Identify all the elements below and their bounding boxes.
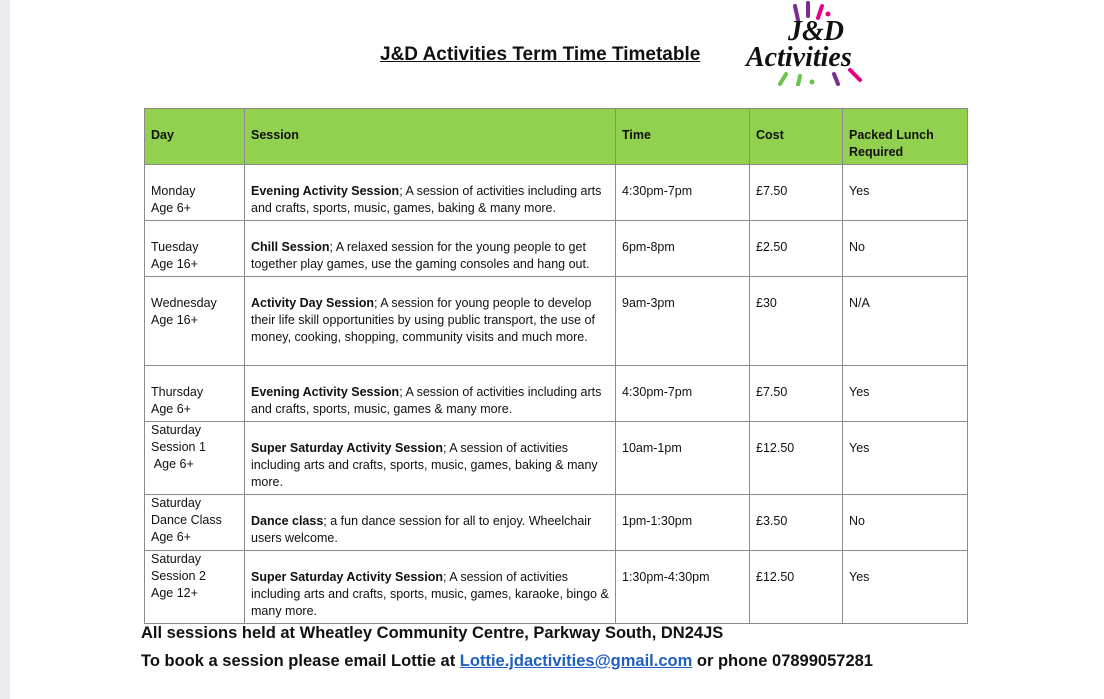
cell-time: 10am-1pm — [616, 422, 750, 495]
table-row — [145, 422, 968, 495]
session-description: ; A relaxed session for the young people to get together play games, use the gaming consoles and hang out. — [251, 240, 590, 271]
day-line: Wednesday — [151, 296, 217, 310]
day-line: Age 6+ — [151, 201, 191, 215]
booking-email-link[interactable]: Lottie.jdactivities@gmail.com — [459, 652, 693, 670]
day-line: Monday — [151, 184, 196, 198]
page-title: J&D Activities Term Time Timetable — [380, 44, 701, 65]
session-name: Super Saturday Activity Session — [251, 570, 443, 584]
col-header-lunch: Packed Lunch Required — [843, 109, 968, 165]
footer-booking-prefix: To book a session please email Lottie at — [141, 652, 460, 670]
day-line: Age 6+ — [151, 530, 191, 544]
cell-cost: £12.50 — [750, 422, 843, 495]
day-line: Age 16+ — [151, 313, 198, 327]
session-name: Evening Activity Session — [251, 184, 400, 198]
session-description: ; A session of activities including arts and crafts, sports, music, games, baking & many more. — [251, 184, 602, 215]
footer-location: All sessions held at Wheatley Community Centre, Parkway South, DN24JS — [141, 624, 724, 642]
col-header-cost: Cost — [750, 109, 843, 165]
day-line: Saturday — [151, 423, 202, 437]
jd-activities-logo — [738, 0, 888, 86]
cell-day — [145, 165, 245, 221]
day-line: Thursday — [151, 385, 204, 399]
session-name: Super Saturday Activity Session — [251, 441, 443, 455]
logo-text-bottom: Activities — [746, 42, 852, 73]
cell-lunch: Yes — [843, 165, 968, 221]
col-header-time: Time — [616, 109, 750, 165]
day-line: Age 6+ — [151, 457, 194, 471]
session-name: Chill Session — [251, 240, 330, 254]
cell-lunch: No — [843, 221, 968, 277]
day-line: Saturday — [151, 552, 202, 566]
cell-day — [145, 422, 245, 495]
cell-cost: £7.50 — [750, 366, 843, 422]
cell-lunch: Yes — [843, 422, 968, 495]
cell-cost: £3.50 — [750, 495, 843, 551]
cell-lunch: Yes — [843, 366, 968, 422]
cell-lunch: N/A — [843, 277, 968, 366]
cell-day — [145, 551, 245, 624]
table-row — [145, 366, 968, 422]
footer-booking — [141, 652, 873, 671]
table-row — [145, 495, 968, 551]
cell-day — [145, 495, 245, 551]
cell-time: 4:30pm-7pm — [616, 165, 750, 221]
table-row — [145, 221, 968, 277]
cell-day — [145, 221, 245, 277]
day-line: Dance Class — [151, 513, 222, 527]
col-header-session: Session — [245, 109, 616, 165]
cell-session — [245, 165, 616, 221]
table-row — [145, 551, 968, 624]
logo-text-top: J&D — [788, 16, 844, 47]
day-line: Age 16+ — [151, 257, 198, 271]
footer-booking-suffix: or phone 07899057281 — [692, 652, 873, 670]
cell-session — [245, 221, 616, 277]
cell-cost: £7.50 — [750, 165, 843, 221]
cell-session — [245, 495, 616, 551]
session-name: Dance class — [251, 514, 324, 528]
cell-session — [245, 277, 616, 366]
session-description: ; A session for young people to develop their life skill opportunities by using public transport, the use of money, cooking, shopping, community visits and much more. — [251, 296, 595, 344]
table-row — [145, 165, 968, 221]
cell-day — [145, 277, 245, 366]
session-description: ; a fun dance session for all to enjoy. Wheelchair users welcome. — [251, 514, 592, 545]
table-body — [145, 165, 968, 624]
timetable-page — [10, 0, 1104, 699]
cell-session — [245, 422, 616, 495]
table-row — [145, 277, 968, 366]
cell-time: 6pm-8pm — [616, 221, 750, 277]
day-line: Age 12+ — [151, 586, 198, 600]
cell-session — [245, 366, 616, 422]
day-line: Session 1 — [151, 440, 206, 454]
cell-lunch: No — [843, 495, 968, 551]
col-header-day: Day — [145, 109, 245, 165]
day-line: Age 6+ — [151, 402, 191, 416]
session-name: Evening Activity Session — [251, 385, 400, 399]
cell-lunch: Yes — [843, 551, 968, 624]
table-header-row — [145, 109, 968, 165]
timetable-table — [144, 108, 968, 624]
cell-time: 1pm-1:30pm — [616, 495, 750, 551]
session-description: ; A session of activities including arts and crafts, sports, music, games, baking & many more. — [251, 441, 598, 489]
cell-time: 9am-3pm — [616, 277, 750, 366]
day-line: Tuesday — [151, 240, 199, 254]
cell-cost: £12.50 — [750, 551, 843, 624]
cell-cost: £30 — [750, 277, 843, 366]
cell-cost: £2.50 — [750, 221, 843, 277]
session-description: ; A session of activities including arts and crafts, sports, music, games, karaoke, bingo & many more. — [251, 570, 609, 618]
cell-time: 4:30pm-7pm — [616, 366, 750, 422]
cell-time: 1:30pm-4:30pm — [616, 551, 750, 624]
day-line: Saturday — [151, 496, 202, 510]
cell-day — [145, 366, 245, 422]
session-name: Activity Day Session — [251, 296, 374, 310]
day-line: Session 2 — [151, 569, 206, 583]
cell-session — [245, 551, 616, 624]
session-description: ; A session of activities including arts and crafts, sports, music, games & many more. — [251, 385, 602, 416]
